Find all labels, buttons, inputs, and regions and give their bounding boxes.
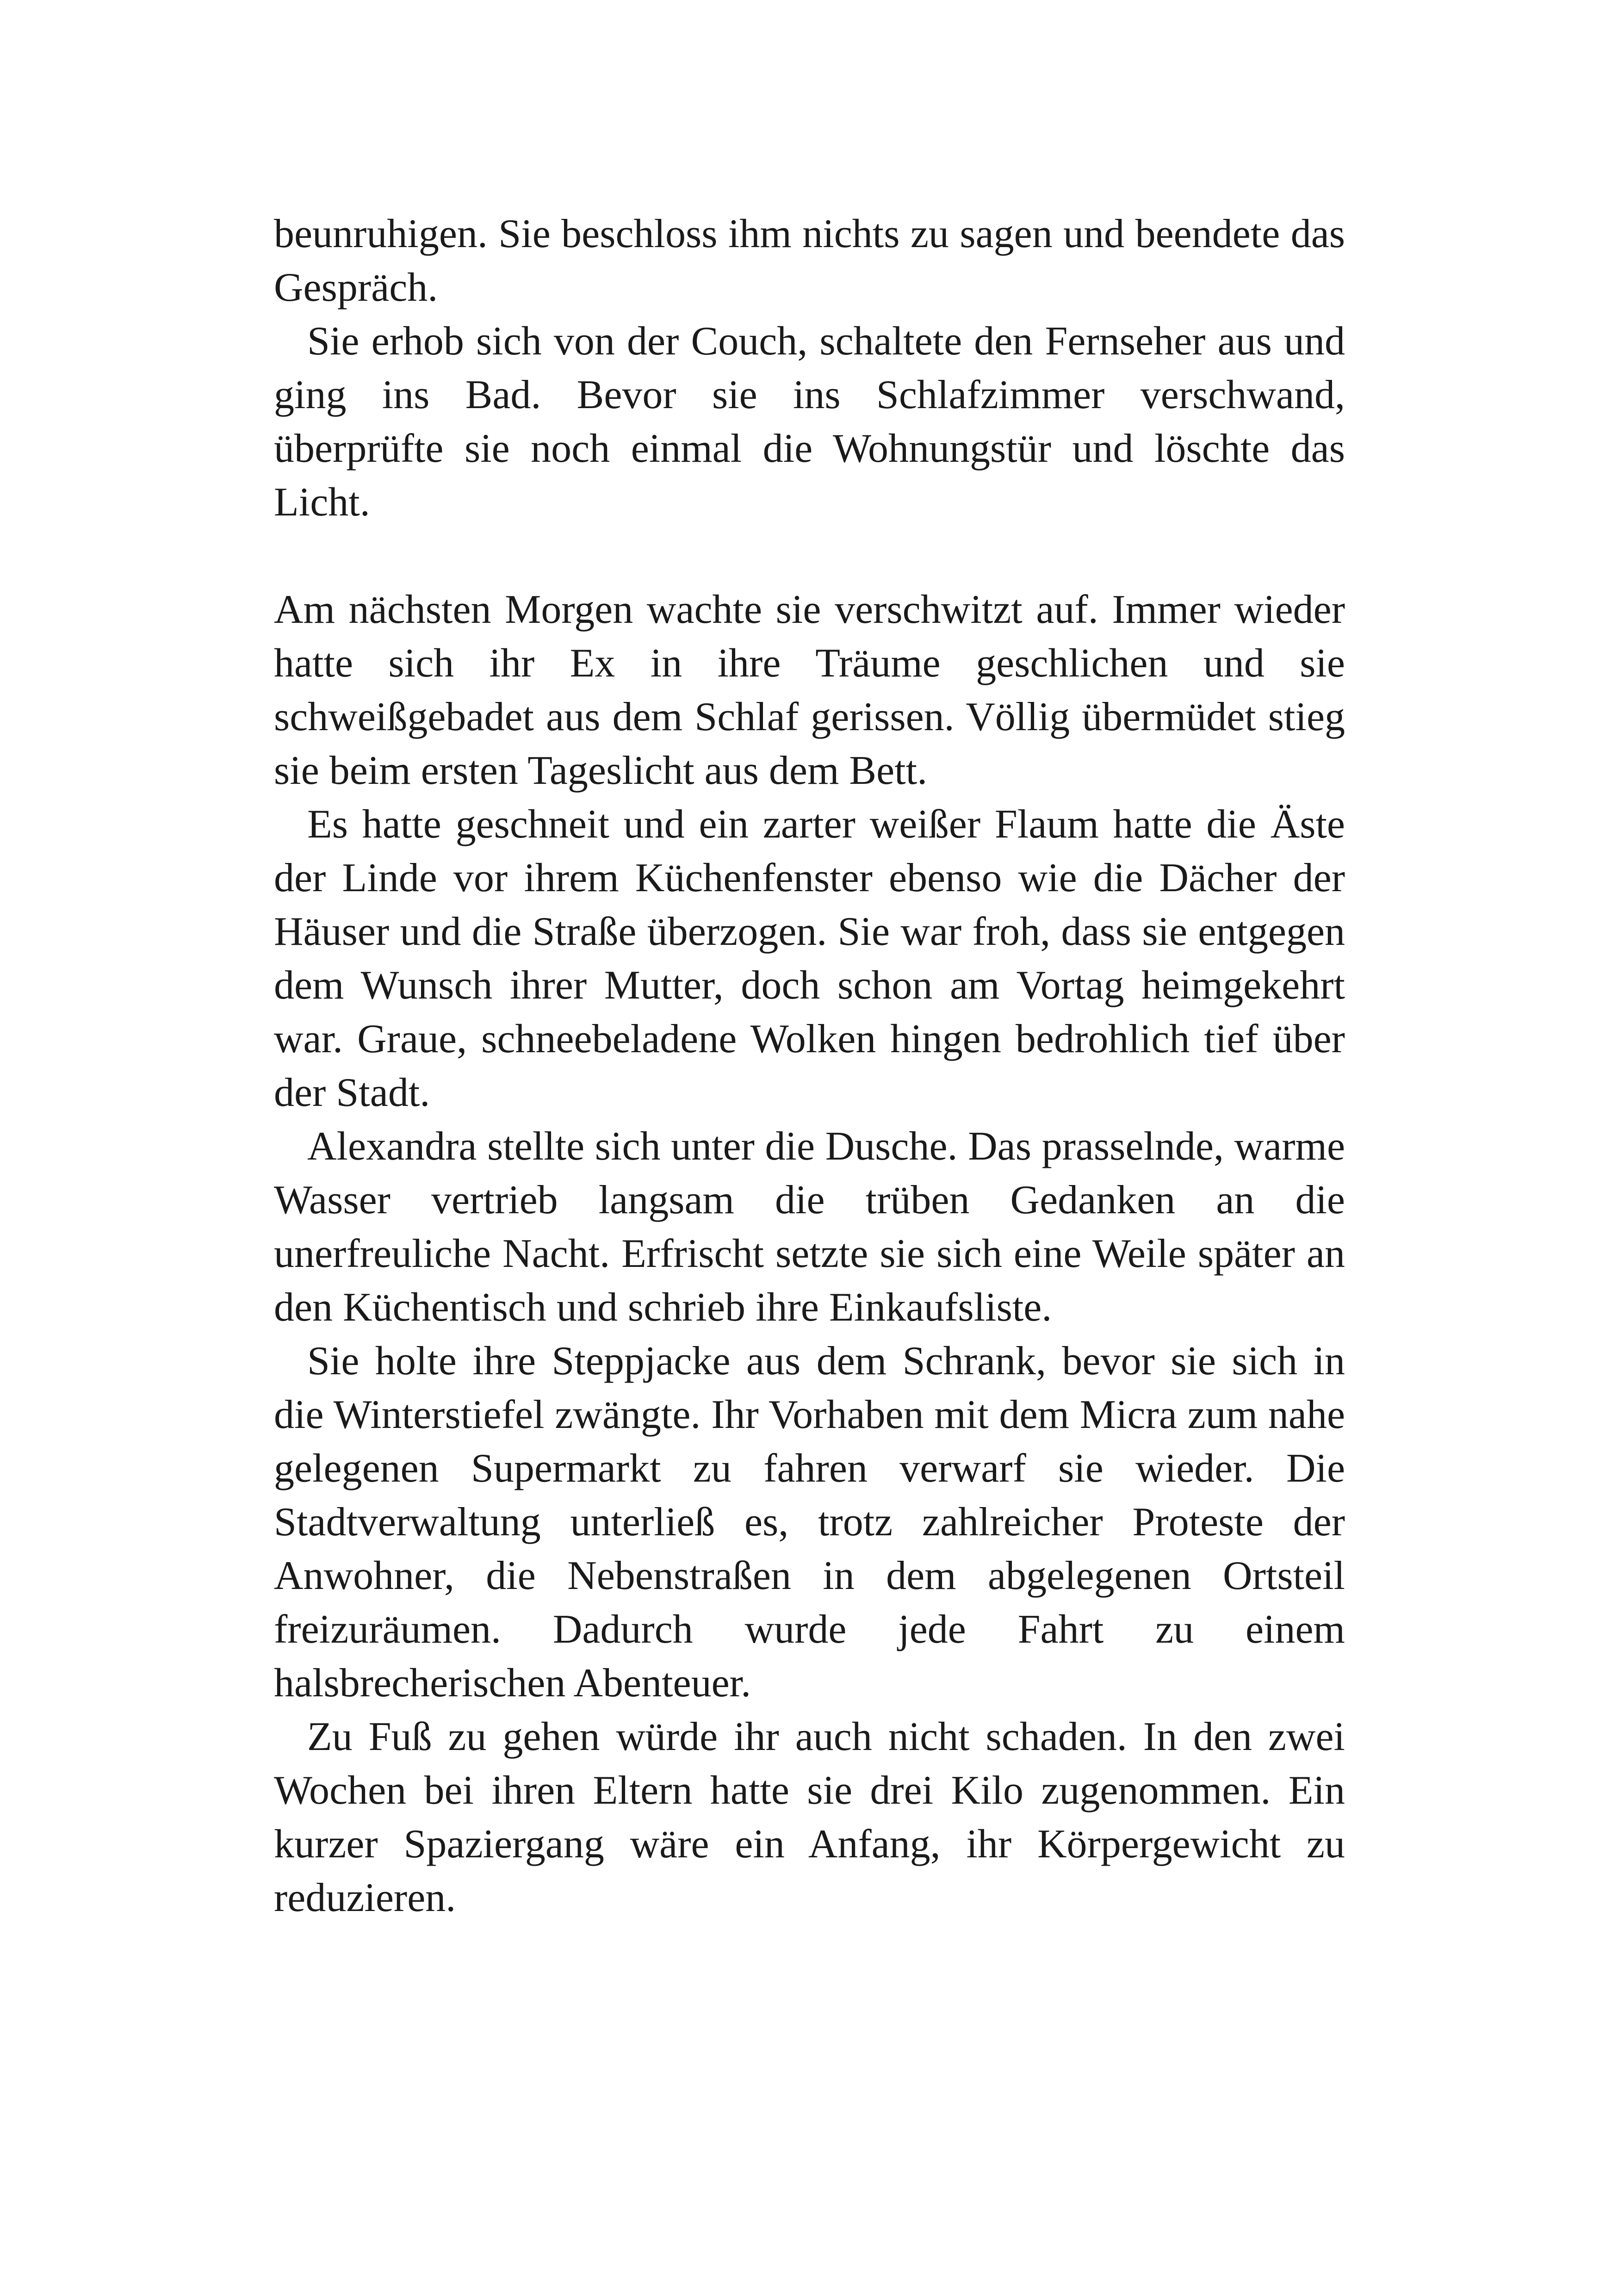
paragraph: Alexandra stellte sich unter die Dusche. Das prasselnde, warme Wasser vertrieb langsam die trüben Gedanken an die unerfreuliche Nacht. Erfrischt setzte sie sich eine Weile später an den Küchentisch und schrieb ihre Einkaufsliste. bbox=[274, 1124, 1345, 1330]
paragraph-continuation: beunruhigen. Sie beschloss ihm nichts zu sagen und beendete das Gespräch. bbox=[274, 211, 1345, 310]
paragraph: Es hatte geschneit und ein zarter weißer Flaum hatte die Äste der Linde vor ihrem Küchenfenster ebenso wie die Dächer der Häuser und die Straße überzogen. Sie war froh, dass sie entgegen dem Wunsch ihrer Mutter, doch schon am Vortag heimgekehrt war. Graue, schneebeladene Wolken hingen bedrohlich tief über der Stadt. bbox=[274, 802, 1345, 1115]
body-text bbox=[274, 207, 1345, 1925]
paragraph: Sie holte ihre Steppjacke aus dem Schrank, bevor sie sich in die Winterstiefel zwängte. Ihr Vorhaben mit dem Micra zum nahe gelegenen Supermarkt zu fahren verwarf sie wieder. Die Stadtverwaltung unterließ es, trotz zahlreicher Proteste der Anwohner, die Nebenstraßen in dem abgelegenen Ortsteil freizuräumen. Dadurch wurde jede Fahrt zu einem halsbrecherischen Abenteuer. bbox=[274, 1339, 1345, 1706]
paragraph-section-start: Am nächsten Morgen wachte sie verschwitzt auf. Immer wieder hatte sich ihr Ex in ihre Träume geschlichen und sie schweißgebadet aus dem Schlaf gerissen. Völlig übermüdet stieg sie beim ersten Tageslicht aus dem Bett. bbox=[274, 587, 1345, 793]
paragraph: Sie erhob sich von der Couch, schaltete den Fernseher aus und ging ins Bad. Bevor sie ins Schlafzimmer verschwand, überprüfte sie noch einmal die Wohnungstür und löschte das Licht. bbox=[274, 319, 1345, 525]
paragraph: Zu Fuß zu gehen würde ihr auch nicht schaden. In den zwei Wochen bei ihren Eltern hatte sie drei Kilo zugenommen. Ein kurzer Spaziergang wäre ein Anfang, ihr Körpergewicht zu reduzieren. bbox=[274, 1714, 1345, 1920]
